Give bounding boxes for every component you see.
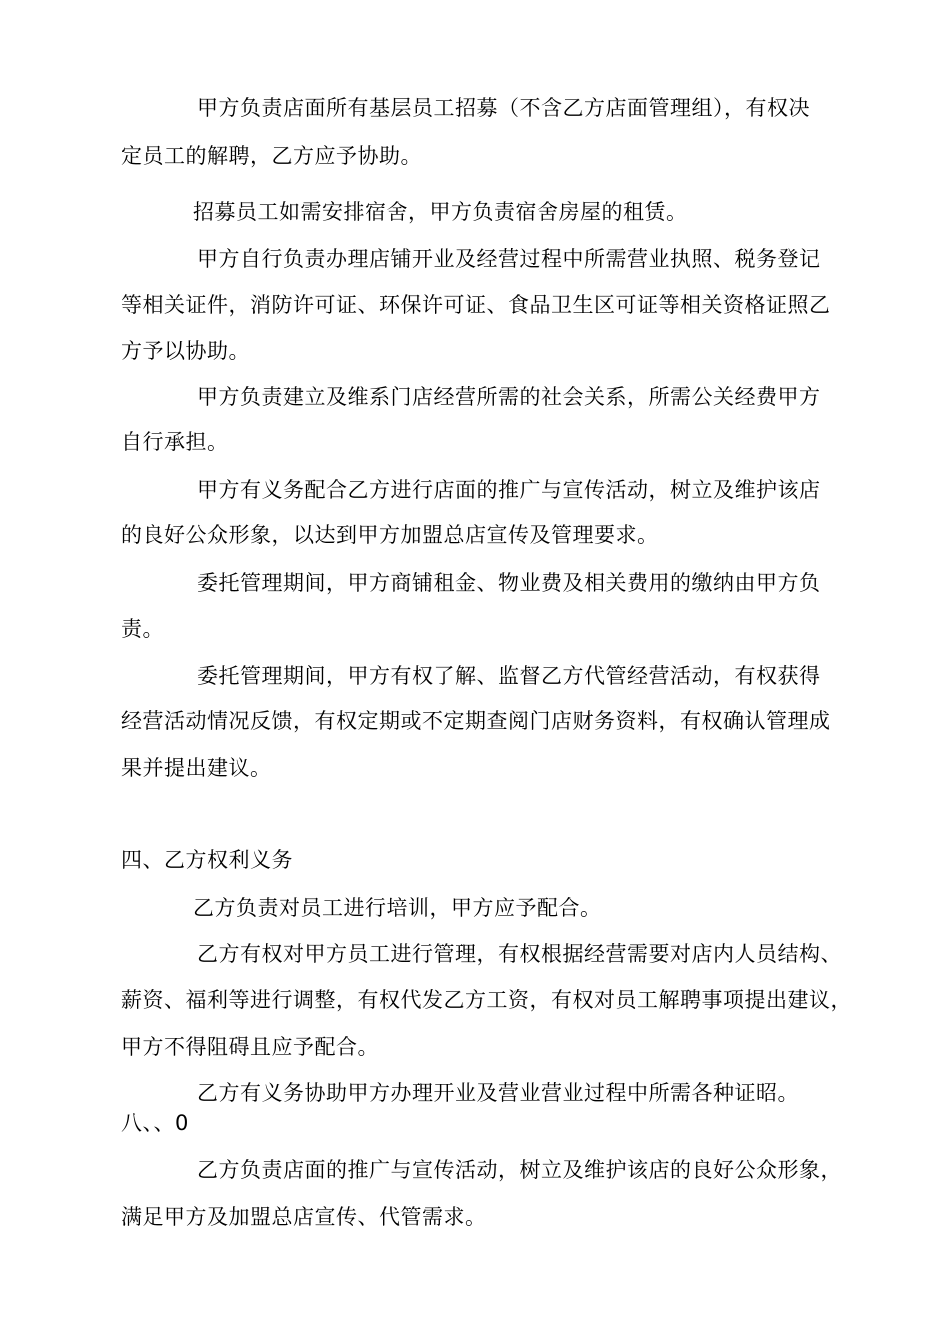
paragraph-1-line-1: 甲方负责店面所有基层员工招募（不含乙方店面管理组），有权决 xyxy=(197,96,810,120)
section-paragraph-3-line-2: 八、、0 xyxy=(121,1111,189,1135)
section-paragraph-2-line-3: 甲方不得阻碍且应予配合。 xyxy=(121,1035,379,1059)
paragraph-3-line-3: 方予以协助。 xyxy=(121,339,250,363)
section-paragraph-3-line-1: 乙方有义务协助甲方办理开业及营业营业过程中所需各种证昭。 xyxy=(197,1081,799,1105)
section-paragraph-2-line-1: 乙方有权对甲方员工进行管理，有权根据经营需要对店内人员结构、 xyxy=(197,942,842,966)
paragraph-4-line-2: 自行承担。 xyxy=(121,430,229,454)
paragraph-7-line-3: 果并提出建议。 xyxy=(121,756,272,780)
section-paragraph-4-line-2: 满足甲方及加盟总店宣传、代管需求。 xyxy=(121,1205,487,1229)
paragraph-4-line-1: 甲方负责建立及维系门店经营所需的社会关系，所需公关经费甲方 xyxy=(197,385,821,409)
section-paragraph-2-line-2: 薪资、福利等进行调整，有权代发乙方工资，有权对员工解聘事项提出建议， xyxy=(121,988,852,1012)
paragraph-5-line-2: 的良好公众形象，以达到甲方加盟总店宣传及管理要求。 xyxy=(121,523,659,547)
paragraph-3-line-1: 甲方自行负责办理店铺开业及经营过程中所需营业执照、税务登记 xyxy=(197,247,821,271)
paragraph-5-line-1: 甲方有义务配合乙方进行店面的推广与宣传活动，树立及维护该店 xyxy=(197,478,821,502)
section-paragraph-1-line-1: 乙方负责对员工进行培训，甲方应予配合。 xyxy=(193,896,602,920)
paragraph-6-line-2: 责。 xyxy=(121,617,164,641)
section-heading: 四、乙方权利义务 xyxy=(121,848,293,872)
paragraph-6-line-1: 委托管理期间，甲方商铺租金、物业费及相关费用的缴纳由甲方负 xyxy=(197,571,821,595)
paragraph-3-line-2: 等相关证件，消防许可证、环保许可证、食品卫生区可证等相关资格证照乙 xyxy=(121,293,831,317)
paragraph-7-line-2: 经营活动情况反馈，有权定期或不定期查阅门店财务资料，有权确认管理成 xyxy=(121,709,831,733)
paragraph-7-line-1: 委托管理期间，甲方有权了解、监督乙方代管经营活动，有权获得 xyxy=(197,664,821,688)
paragraph-2-line-1: 招募员工如需安排宿舍，甲方负责宿舍房屋的租赁。 xyxy=(193,200,688,224)
section-paragraph-4-line-1: 乙方负责店面的推广与宣传活动，树立及维护该店的良好公众形象， xyxy=(197,1158,842,1182)
paragraph-1-line-2: 定员工的解聘，乙方应予协助。 xyxy=(121,144,422,168)
